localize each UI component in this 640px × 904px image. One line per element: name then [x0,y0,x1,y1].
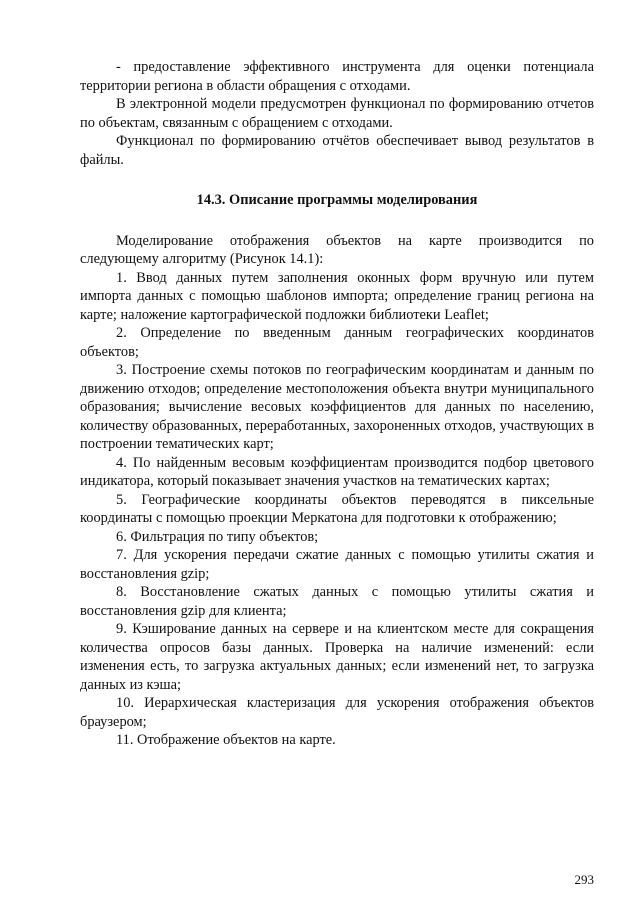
intro-paragraph: - предоставление эффективного инструмента для оценки потенциала территории региона в области обращения с отходами. [80,59,594,94]
algorithm-step: 9. Кэширование данных на сервере и на клиентском месте для сокращения количества опросов базы данных. Проверка на наличие изменений: если изменения есть, то загрузка актуальных данных; если изменений нет, то загрузка данных из кэша; [80,621,594,693]
algorithm-step: 1. Ввод данных путем заполнения оконных форм вручную или путем импорта данных с помощью шаблонов импорта; определение границ региона на карте; наложение картографической подложки библиотеки Leaflet; [80,269,594,323]
document-page [80,58,594,750]
algorithm-step: 5. Географические координаты объектов переводятся в пиксельные координаты с помощью проекции Меркатона для подготовки к отображению; [80,491,594,526]
algorithm-step: 10. Иерархическая кластеризация для ускорения отображения объектов браузером; [80,695,594,730]
algorithm-step: 3. Построение схемы потоков по географическим координатам и данным по движению отходов; определение местоположения объекта внутри муниципального образования; вычисление весовых коэффициентов для данных по населению, количеству образованных, переработанных, захороненных отходов, участвующих в построении тематических карт; [80,362,594,452]
algorithm-step: 11. Отображение объектов на карте. [116,732,336,748]
algorithm-intro: Моделирование отображения объектов на карте производится по следующему алгоритму (Рисунок 14.1): [80,232,594,267]
intro-paragraph: Функционал по формированию отчётов обеспечивает вывод результатов в файлы. [80,133,594,168]
algorithm-step: 8. Восстановление сжатых данных с помощью утилиты сжатия и восстановления gzip для клиента; [80,584,594,619]
algorithm-step: 6. Фильтрация по типу объектов; [116,528,319,545]
algorithm-step: 2. Определение по введенным данным географических координатов объектов; [80,325,594,360]
section-heading: 14.3. Описание программы моделирования [196,192,478,208]
algorithm-step: 4. По найденным весовым коэффициентам производится подбор цветового индикатора, который показывает значения участков на тематических картах; [80,454,594,489]
intro-paragraph: В электронной модели предусмотрен функционал по формированию отчетов по объектам, связанным с обращением с отходами. [80,96,594,131]
page-number: 293 [574,872,594,887]
algorithm-step: 7. Для ускорения передачи сжатие данных с помощью утилиты сжатия и восстановления gzip; [80,547,594,582]
